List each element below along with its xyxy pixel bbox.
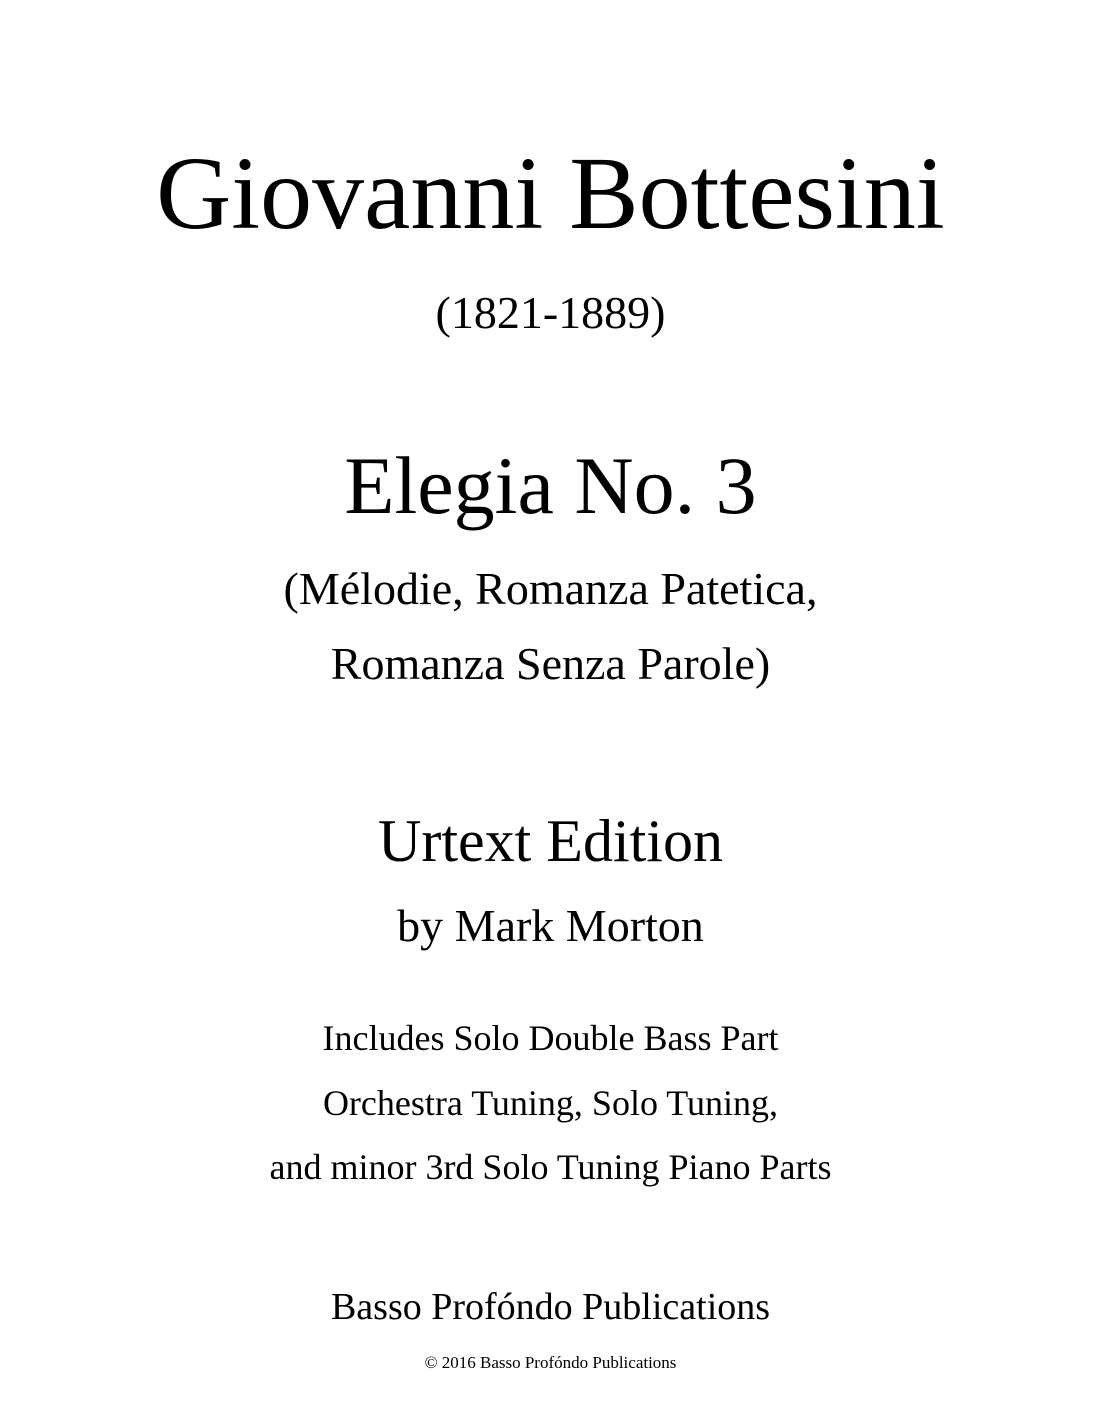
work-subtitle-line: Romanza Senza Parole) bbox=[330, 638, 771, 689]
publisher-name: Basso Profóndo Publications bbox=[330, 1286, 771, 1328]
includes-line: Orchestra Tuning, Solo Tuning, bbox=[322, 1083, 779, 1123]
composer-name: Giovanni Bottesini bbox=[156, 136, 945, 251]
work-subtitle-line: (Mélodie, Romanza Patetica, bbox=[283, 563, 818, 614]
includes-line: and minor 3rd Solo Tuning Piano Parts bbox=[269, 1147, 832, 1187]
work-title: Elegia No. 3 bbox=[344, 440, 757, 531]
composer-dates: (1821-1889) bbox=[435, 287, 666, 338]
includes-line: Includes Solo Double Bass Part bbox=[322, 1018, 779, 1058]
editor-credit: by Mark Morton bbox=[397, 900, 704, 951]
edition-label: Urtext Edition bbox=[378, 808, 723, 874]
copyright-notice: © 2016 Basso Profóndo Publications bbox=[424, 1353, 677, 1372]
